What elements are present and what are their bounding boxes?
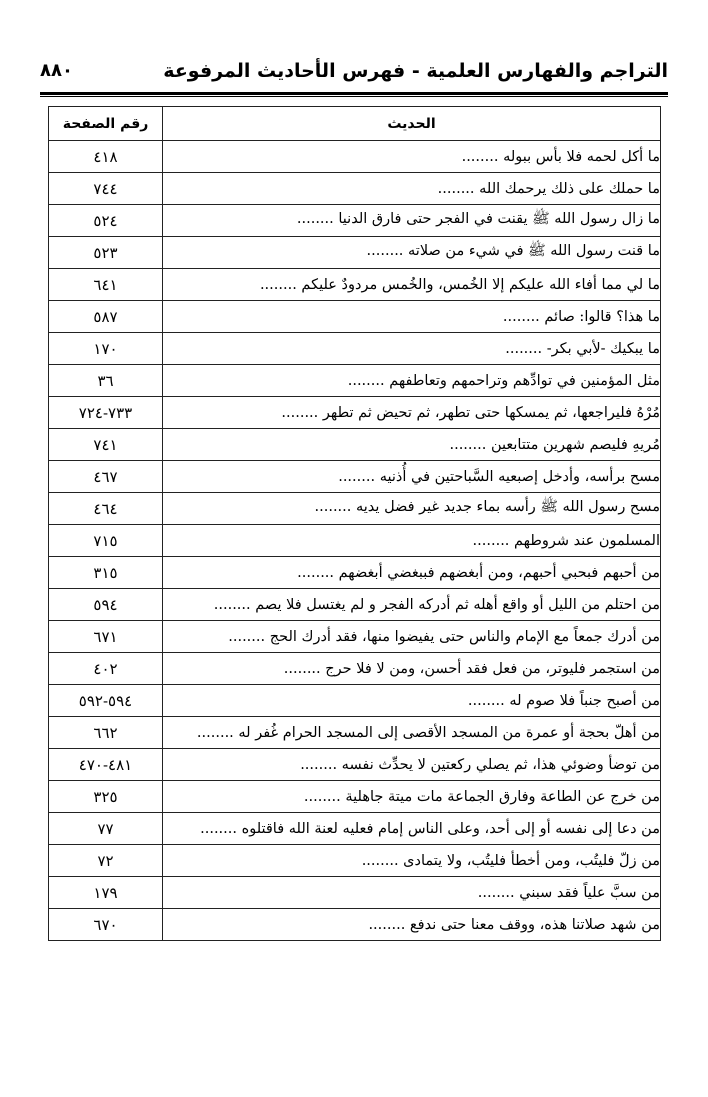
table-row bbox=[49, 877, 661, 909]
page-reference: ٥٨٧ bbox=[49, 301, 163, 333]
hadith-text: من خرج عن الطاعة وفارق الجماعة مات ميتة جاهلية ........ bbox=[163, 781, 661, 813]
table-row bbox=[49, 205, 661, 237]
hadith-text: ما هذا؟ قالوا: صائم ........ bbox=[163, 301, 661, 333]
page-reference: ٥٩٤-٥٩٢ bbox=[49, 685, 163, 717]
table-row bbox=[49, 301, 661, 333]
page-reference: ٥٢٤ bbox=[49, 205, 163, 237]
table-header-row bbox=[49, 107, 661, 141]
hadith-text: من أهلّ بحجة أو عمرة من المسجد الأقصى إلى المسجد الحرام غُفر له ........ bbox=[163, 717, 661, 749]
hadith-text: ما أكل لحمه فلا بأس ببوله ........ bbox=[163, 141, 661, 173]
hadith-text: مسح برأسه، وأدخل إصبعيه السَّباحتين في أُذنيه ........ bbox=[163, 461, 661, 493]
hadith-text: ما يبكيك -لأبي بكر- ........ bbox=[163, 333, 661, 365]
page-reference: ٤١٨ bbox=[49, 141, 163, 173]
hadith-text: ما لي مما أفاء الله عليكم إلا الخُمس، والخُمس مردودٌ عليكم ........ bbox=[163, 269, 661, 301]
hadith-text: مثل المؤمنين في توادِّهم وتراحمهم وتعاطفهم ........ bbox=[163, 365, 661, 397]
table-row bbox=[49, 237, 661, 269]
page-reference: ٥٩٤ bbox=[49, 589, 163, 621]
hadith-text: من شهد صلاتنا هذه، ووقف معنا حتى ندفع ........ bbox=[163, 909, 661, 941]
table-row bbox=[49, 717, 661, 749]
hadith-text: مُريهِ فليصم شهرين متتابعين ........ bbox=[163, 429, 661, 461]
table-row bbox=[49, 845, 661, 877]
running-header bbox=[40, 56, 668, 92]
page-reference: ٧٣٣-٧٢٤ bbox=[49, 397, 163, 429]
table-row bbox=[49, 365, 661, 397]
hadith-text: من دعا إلى نفسه أو إلى أحد، وعلى الناس إمام فعليه لعنة الله فاقتلوه ........ bbox=[163, 813, 661, 845]
table-row bbox=[49, 685, 661, 717]
page-reference: ٥٢٣ bbox=[49, 237, 163, 269]
header-divider bbox=[40, 92, 668, 97]
table-row bbox=[49, 589, 661, 621]
page-reference: ٦٤١ bbox=[49, 269, 163, 301]
hadith-text: من استجمر فليوتر، من فعل فقد أحسن، ومن لا فلا حرج ........ bbox=[163, 653, 661, 685]
hadith-text: مُرْهُ فليراجعها، ثم يمسكها حتى تطهر، ثم تحيض ثم تطهر ........ bbox=[163, 397, 661, 429]
page-reference: ٦٧٠ bbox=[49, 909, 163, 941]
hadith-text: من أدرك جمعاً مع الإمام والناس حتى يفيضوا منها، فقد أدرك الحج ........ bbox=[163, 621, 661, 653]
page-reference: ٧٢ bbox=[49, 845, 163, 877]
table-row bbox=[49, 813, 661, 845]
table-row bbox=[49, 909, 661, 941]
page-reference: ٤٦٧ bbox=[49, 461, 163, 493]
table-row bbox=[49, 525, 661, 557]
hadith-text: ما زال رسول الله ﷺ يقنت في الفجر حتى فارق الدنيا ........ bbox=[163, 205, 661, 237]
table-row bbox=[49, 557, 661, 589]
table-row bbox=[49, 749, 661, 781]
table-row bbox=[49, 653, 661, 685]
page-reference: ٣٢٥ bbox=[49, 781, 163, 813]
page-reference: ٧٤٤ bbox=[49, 173, 163, 205]
page-reference: ٤٠٢ bbox=[49, 653, 163, 685]
column-header-page: رقم الصفحة bbox=[49, 107, 163, 141]
hadith-text: من زلّ فليتُب، ومن أخطأ فليتُب، ولا يتمادى ........ bbox=[163, 845, 661, 877]
page-reference: ٣١٥ bbox=[49, 557, 163, 589]
column-header-hadith: الحديث bbox=[163, 107, 661, 141]
table-row bbox=[49, 621, 661, 653]
page-reference: ٧١٥ bbox=[49, 525, 163, 557]
page-number: ٨٨٠ bbox=[40, 60, 73, 81]
hadith-index-table bbox=[48, 106, 661, 941]
table-row bbox=[49, 397, 661, 429]
table-row bbox=[49, 269, 661, 301]
hadith-text: المسلمون عند شروطهم ........ bbox=[163, 525, 661, 557]
table-body bbox=[49, 141, 661, 941]
table-row bbox=[49, 493, 661, 525]
table-row bbox=[49, 429, 661, 461]
table-row bbox=[49, 461, 661, 493]
hadith-text: ما قنت رسول الله ﷺ في شيء من صلاته ........ bbox=[163, 237, 661, 269]
hadith-text: من احتلم من الليل أو واقع أهله ثم أدركه الفجر و لم يغتسل فلا يصم ........ bbox=[163, 589, 661, 621]
header-title: التراجم والفهارس العلمية - فهرس الأحاديث المرفوعة bbox=[163, 60, 668, 82]
page-reference: ٧٤١ bbox=[49, 429, 163, 461]
page-reference: ٣٦ bbox=[49, 365, 163, 397]
table-row bbox=[49, 141, 661, 173]
page-reference: ٧٧ bbox=[49, 813, 163, 845]
page-reference: ١٧٩ bbox=[49, 877, 163, 909]
page-reference: ٦٦٢ bbox=[49, 717, 163, 749]
page-reference: ١٧٠ bbox=[49, 333, 163, 365]
hadith-text: من توضأ وضوئي هذا، ثم يصلي ركعتين لا يحدِّث نفسه ........ bbox=[163, 749, 661, 781]
hadith-text: ما حملك على ذلك يرحمك الله ........ bbox=[163, 173, 661, 205]
hadith-text: من سبَّ علياً فقد سبني ........ bbox=[163, 877, 661, 909]
hadith-text: من أحبهم فبحبي أحبهم، ومن أبغضهم فببغضي أبغضهم ........ bbox=[163, 557, 661, 589]
page-reference: ٤٦٤ bbox=[49, 493, 163, 525]
table-row bbox=[49, 781, 661, 813]
table-row bbox=[49, 333, 661, 365]
table-row bbox=[49, 173, 661, 205]
page-reference: ٤٨١-٤٧٠ bbox=[49, 749, 163, 781]
hadith-text: من أصبح جنباً فلا صوم له ........ bbox=[163, 685, 661, 717]
hadith-text: مسح رسول الله ﷺ رأسه بماء جديد غير فضل يديه ........ bbox=[163, 493, 661, 525]
page-reference: ٦٧١ bbox=[49, 621, 163, 653]
